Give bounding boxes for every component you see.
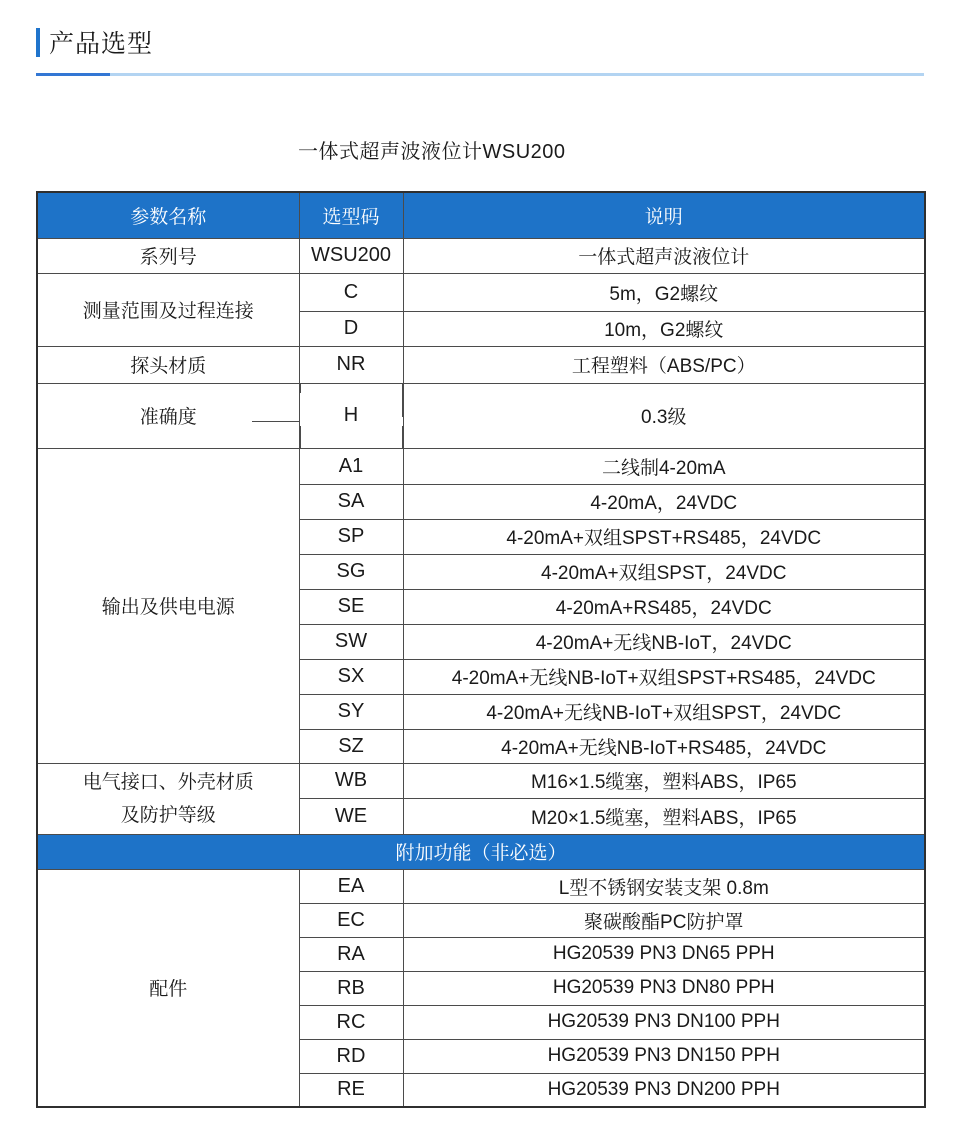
desc-cell: HG20539 PN3 DN150 PPH <box>403 1039 925 1073</box>
table-row <box>37 238 925 273</box>
desc-cell: 10m，G2螺纹 <box>403 311 925 346</box>
desc-cell: 工程塑料（ABS/PC） <box>403 346 925 383</box>
code-cell: RA <box>299 937 403 971</box>
desc-cell: HG20539 PN3 DN80 PPH <box>403 971 925 1005</box>
param-cell <box>37 763 299 834</box>
code-cell: RE <box>299 1073 403 1107</box>
page-header <box>0 0 960 76</box>
code-cell: H <box>299 383 403 448</box>
code-cell: EA <box>299 869 403 903</box>
desc-cell: 0.3级 <box>403 383 925 448</box>
code-cell: SA <box>299 484 403 519</box>
title-underline-accent <box>36 73 110 76</box>
desc-cell: 4-20mA+无线NB-IoT+双组SPST，24VDC <box>403 694 925 729</box>
code-cell: WSU200 <box>299 238 403 273</box>
code-cell: NR <box>299 346 403 383</box>
product-subtitle: 一体式超声波液位计WSU200 <box>298 141 566 163</box>
code-cell: SG <box>299 554 403 589</box>
desc-cell: 二线制4-20mA <box>403 448 925 484</box>
desc-cell: 4-20mA+无线NB-IoT，24VDC <box>403 624 925 659</box>
table-row <box>37 273 925 311</box>
code-cell: A1 <box>299 448 403 484</box>
desc-cell: 一体式超声波液位计 <box>403 238 925 273</box>
code-cell: D <box>299 311 403 346</box>
code-cell: SE <box>299 589 403 624</box>
table-header-row <box>37 192 925 238</box>
desc-cell: HG20539 PN3 DN65 PPH <box>403 937 925 971</box>
param-cell: 输出及供电电源 <box>37 448 299 763</box>
desc-cell: 5m，G2螺纹 <box>403 273 925 311</box>
desc-cell: M20×1.5缆塞，塑料ABS，IP65 <box>403 798 925 834</box>
code-cell: RD <box>299 1039 403 1073</box>
desc-cell: M16×1.5缆塞，塑料ABS，IP65 <box>403 763 925 798</box>
header-code: 选型码 <box>299 192 403 238</box>
code-cell: WE <box>299 798 403 834</box>
code-cell: C <box>299 273 403 311</box>
desc-cell: 4-20mA，24VDC <box>403 484 925 519</box>
param-cell: 准确度 <box>37 383 299 448</box>
header-param: 参数名称 <box>37 192 299 238</box>
section-header-row <box>37 834 925 869</box>
param-line-1: 电气接口、外壳材质 <box>82 771 254 793</box>
desc-cell: 4-20mA+无线NB-IoT+双组SPST+RS485，24VDC <box>403 659 925 694</box>
desc-cell: L型不锈钢安装支架 0.8m <box>403 869 925 903</box>
table-row <box>37 448 925 484</box>
code-cell: EC <box>299 903 403 937</box>
desc-cell: 4-20mA+双组SPST，24VDC <box>403 554 925 589</box>
desc-cell: HG20539 PN3 DN100 PPH <box>403 1005 925 1039</box>
code-cell: WB <box>299 763 403 798</box>
param-cell: 系列号 <box>37 238 299 273</box>
code-cell: SW <box>299 624 403 659</box>
code-cell: SY <box>299 694 403 729</box>
table-row <box>37 346 925 383</box>
desc-cell: 4-20mA+双组SPST+RS485，24VDC <box>403 519 925 554</box>
table-row <box>37 763 925 798</box>
param-cell: 测量范围及过程连接 <box>37 273 299 346</box>
product-selection-table <box>36 191 926 1108</box>
code-cell: RC <box>299 1005 403 1039</box>
section-header-bar: 附加功能（非必选） <box>37 834 925 869</box>
title-underline <box>36 73 924 76</box>
code-cell: SX <box>299 659 403 694</box>
desc-cell: 聚碳酸酯PC防护罩 <box>403 903 925 937</box>
table-row-accuracy <box>37 383 925 448</box>
desc-cell: 4-20mA+无线NB-IoT+RS485，24VDC <box>403 729 925 763</box>
title-accent-bar <box>36 28 40 57</box>
desc-cell: HG20539 PN3 DN200 PPH <box>403 1073 925 1107</box>
param-line-2: 及防护等级 <box>120 804 216 826</box>
header-desc: 说明 <box>403 192 925 238</box>
param-cell: 配件 <box>37 869 299 1107</box>
param-cell: 探头材质 <box>37 346 299 383</box>
desc-cell: 4-20mA+RS485，24VDC <box>403 589 925 624</box>
code-cell: SZ <box>299 729 403 763</box>
code-cell: RB <box>299 971 403 1005</box>
table-row <box>37 869 925 903</box>
page-title: 产品选型 <box>49 30 154 58</box>
title-row <box>36 24 924 60</box>
code-cell: SP <box>299 519 403 554</box>
